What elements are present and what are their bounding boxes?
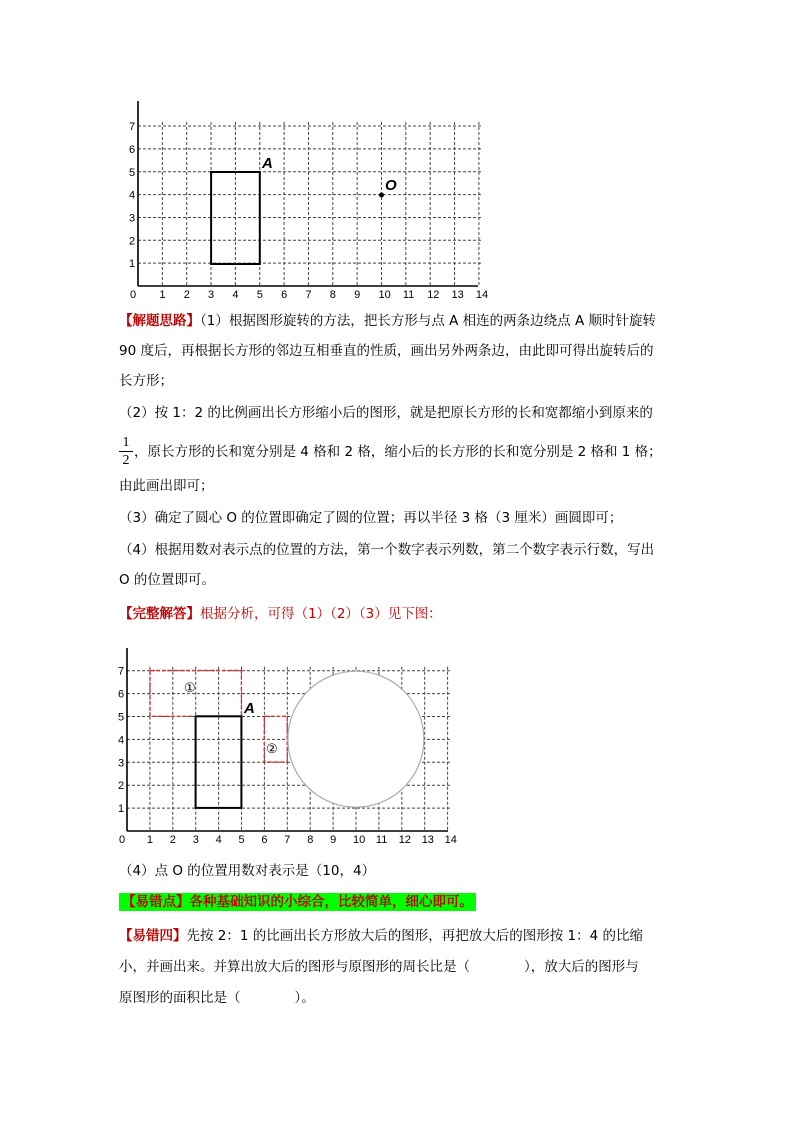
fraction-numerator: 1 [122,435,130,450]
y-tick-label: 1 [129,258,136,271]
analysis-line-3: 长方形； [119,373,173,389]
point-o [379,193,384,198]
y-tick-label: 1 [118,803,125,816]
x-tick-label: 8 [307,834,314,846]
x-tick-label: 0 [130,289,137,301]
x-tick-label: 10 [353,834,366,846]
x-tick-label: 6 [281,289,288,301]
x-tick-label: 13 [451,289,464,301]
fraction-bar [119,451,133,452]
y-tick-label: 2 [118,780,125,793]
x-tick-label: 0 [119,834,126,846]
y-tick-label: 3 [118,757,125,770]
question-line-1: 【易错四】先按 2：1 的比画出长方形放大后的图形，再把放大后的图形按 1：4 的比缩 [119,928,644,944]
y-tick-label: 6 [118,688,125,701]
analysis-line-6: 由此画出即可； [119,478,214,494]
y-tick-label: 7 [118,665,125,678]
label-circle-1: ① [184,680,196,695]
x-tick-label: 5 [256,289,263,301]
circle-center-o [288,671,424,807]
x-tick-label: 4 [215,834,222,846]
x-tick-label: 4 [232,289,239,301]
x-tick-label: 1 [146,834,154,846]
tip-highlight: 【易错点】各种基础知识的小综合，比较简单，细心即可。 [119,893,476,911]
question-heading: 【易错四】 [119,928,187,944]
grid-lines [138,122,483,286]
x-tick-label: 14 [475,289,488,301]
analysis-line-7: （3）确定了圆心 O 的位置即确定了圆的位置；再以半径 3 格（3 厘米）画圆即可； [119,510,623,526]
x-tick-label: 12 [427,289,440,301]
y-tick-label: 4 [118,734,125,747]
x-tick-label: 3 [192,834,199,846]
x-tick-label: 6 [261,834,268,846]
fraction-denominator: 2 [122,453,130,468]
analysis-line-1: 【解题思路】（1）根据图形旋转的方法，把长方形与点 A 相连的两条边绕点 A 顺时针旋转 [119,313,656,329]
grid-figure-original [128,96,488,301]
analysis-line-9: O 的位置即可。 [119,572,215,588]
analysis-line-4: （2）按 1：2 的比例画出长方形缩小后的图形，就是把原长方形的长和宽都缩小到原来的 [119,405,653,421]
x-tick-label: 7 [284,834,291,846]
x-tick-label: 1 [159,289,166,301]
y-tick-label: 7 [129,121,136,134]
grid-figure-answer [118,638,458,846]
y-tick-label: 5 [118,711,125,724]
x-tick-label: 2 [169,834,176,846]
y-tick-label: 5 [129,166,136,179]
x-tick-label: 14 [444,834,457,846]
tip-line [119,893,476,911]
x-tick-label: 9 [354,289,361,301]
point-a-label: A [262,155,273,172]
x-tick-label: 13 [421,834,434,846]
x-tick-label: 9 [330,834,337,846]
y-tick-label: 2 [129,235,136,248]
analysis-line-8: （4）根据用数对表示点的位置的方法，第一个数字表示列数，第二个数字表示行数，写出 [119,542,655,558]
question-line-2: 小，并画出来。并算出放大后的图形与原图形的周长比是（ ），放大后的图形与 [119,959,639,975]
question-line-3: 原图形的面积比是（ ）。 [119,990,315,1006]
fraction-one-half [119,435,133,468]
x-tick-label: 3 [208,289,215,301]
y-tick-label: 3 [129,212,136,225]
y-tick-label: 4 [129,189,136,202]
analysis-line-2: 90 度后，再根据长方形的邻边互相垂直的性质，画出另外两条边，由此即可得出旋转后的 [119,343,654,359]
x-tick-label: 11 [375,834,388,846]
answer-line: 【完整解答】根据分析，可得（1）（2）（3）见下图： [119,606,442,622]
answer-4-line: （4）点 O 的位置用数对表示是（10，4） [119,863,376,879]
analysis-heading: 【解题思路】 [119,313,200,329]
analysis-line-5: ，原长方形的长和宽分别是 4 格和 2 格，缩小后的长方形的长和宽分别是 2 格和 1 格； [134,444,662,460]
x-tick-label: 10 [378,289,391,301]
x-tick-label: 5 [238,834,245,846]
x-tick-label: 8 [329,289,336,301]
y-tick-label: 6 [129,143,136,156]
x-tick-label: 7 [305,289,312,301]
point-a-label: A [244,700,255,717]
x-tick-label: 2 [183,289,190,301]
label-circle-2: ② [266,741,278,756]
x-tick-label: 12 [398,834,412,846]
x-tick-label: 11 [402,289,415,301]
point-o-label: O [385,177,397,194]
answer-heading: 【完整解答】 [119,606,200,622]
